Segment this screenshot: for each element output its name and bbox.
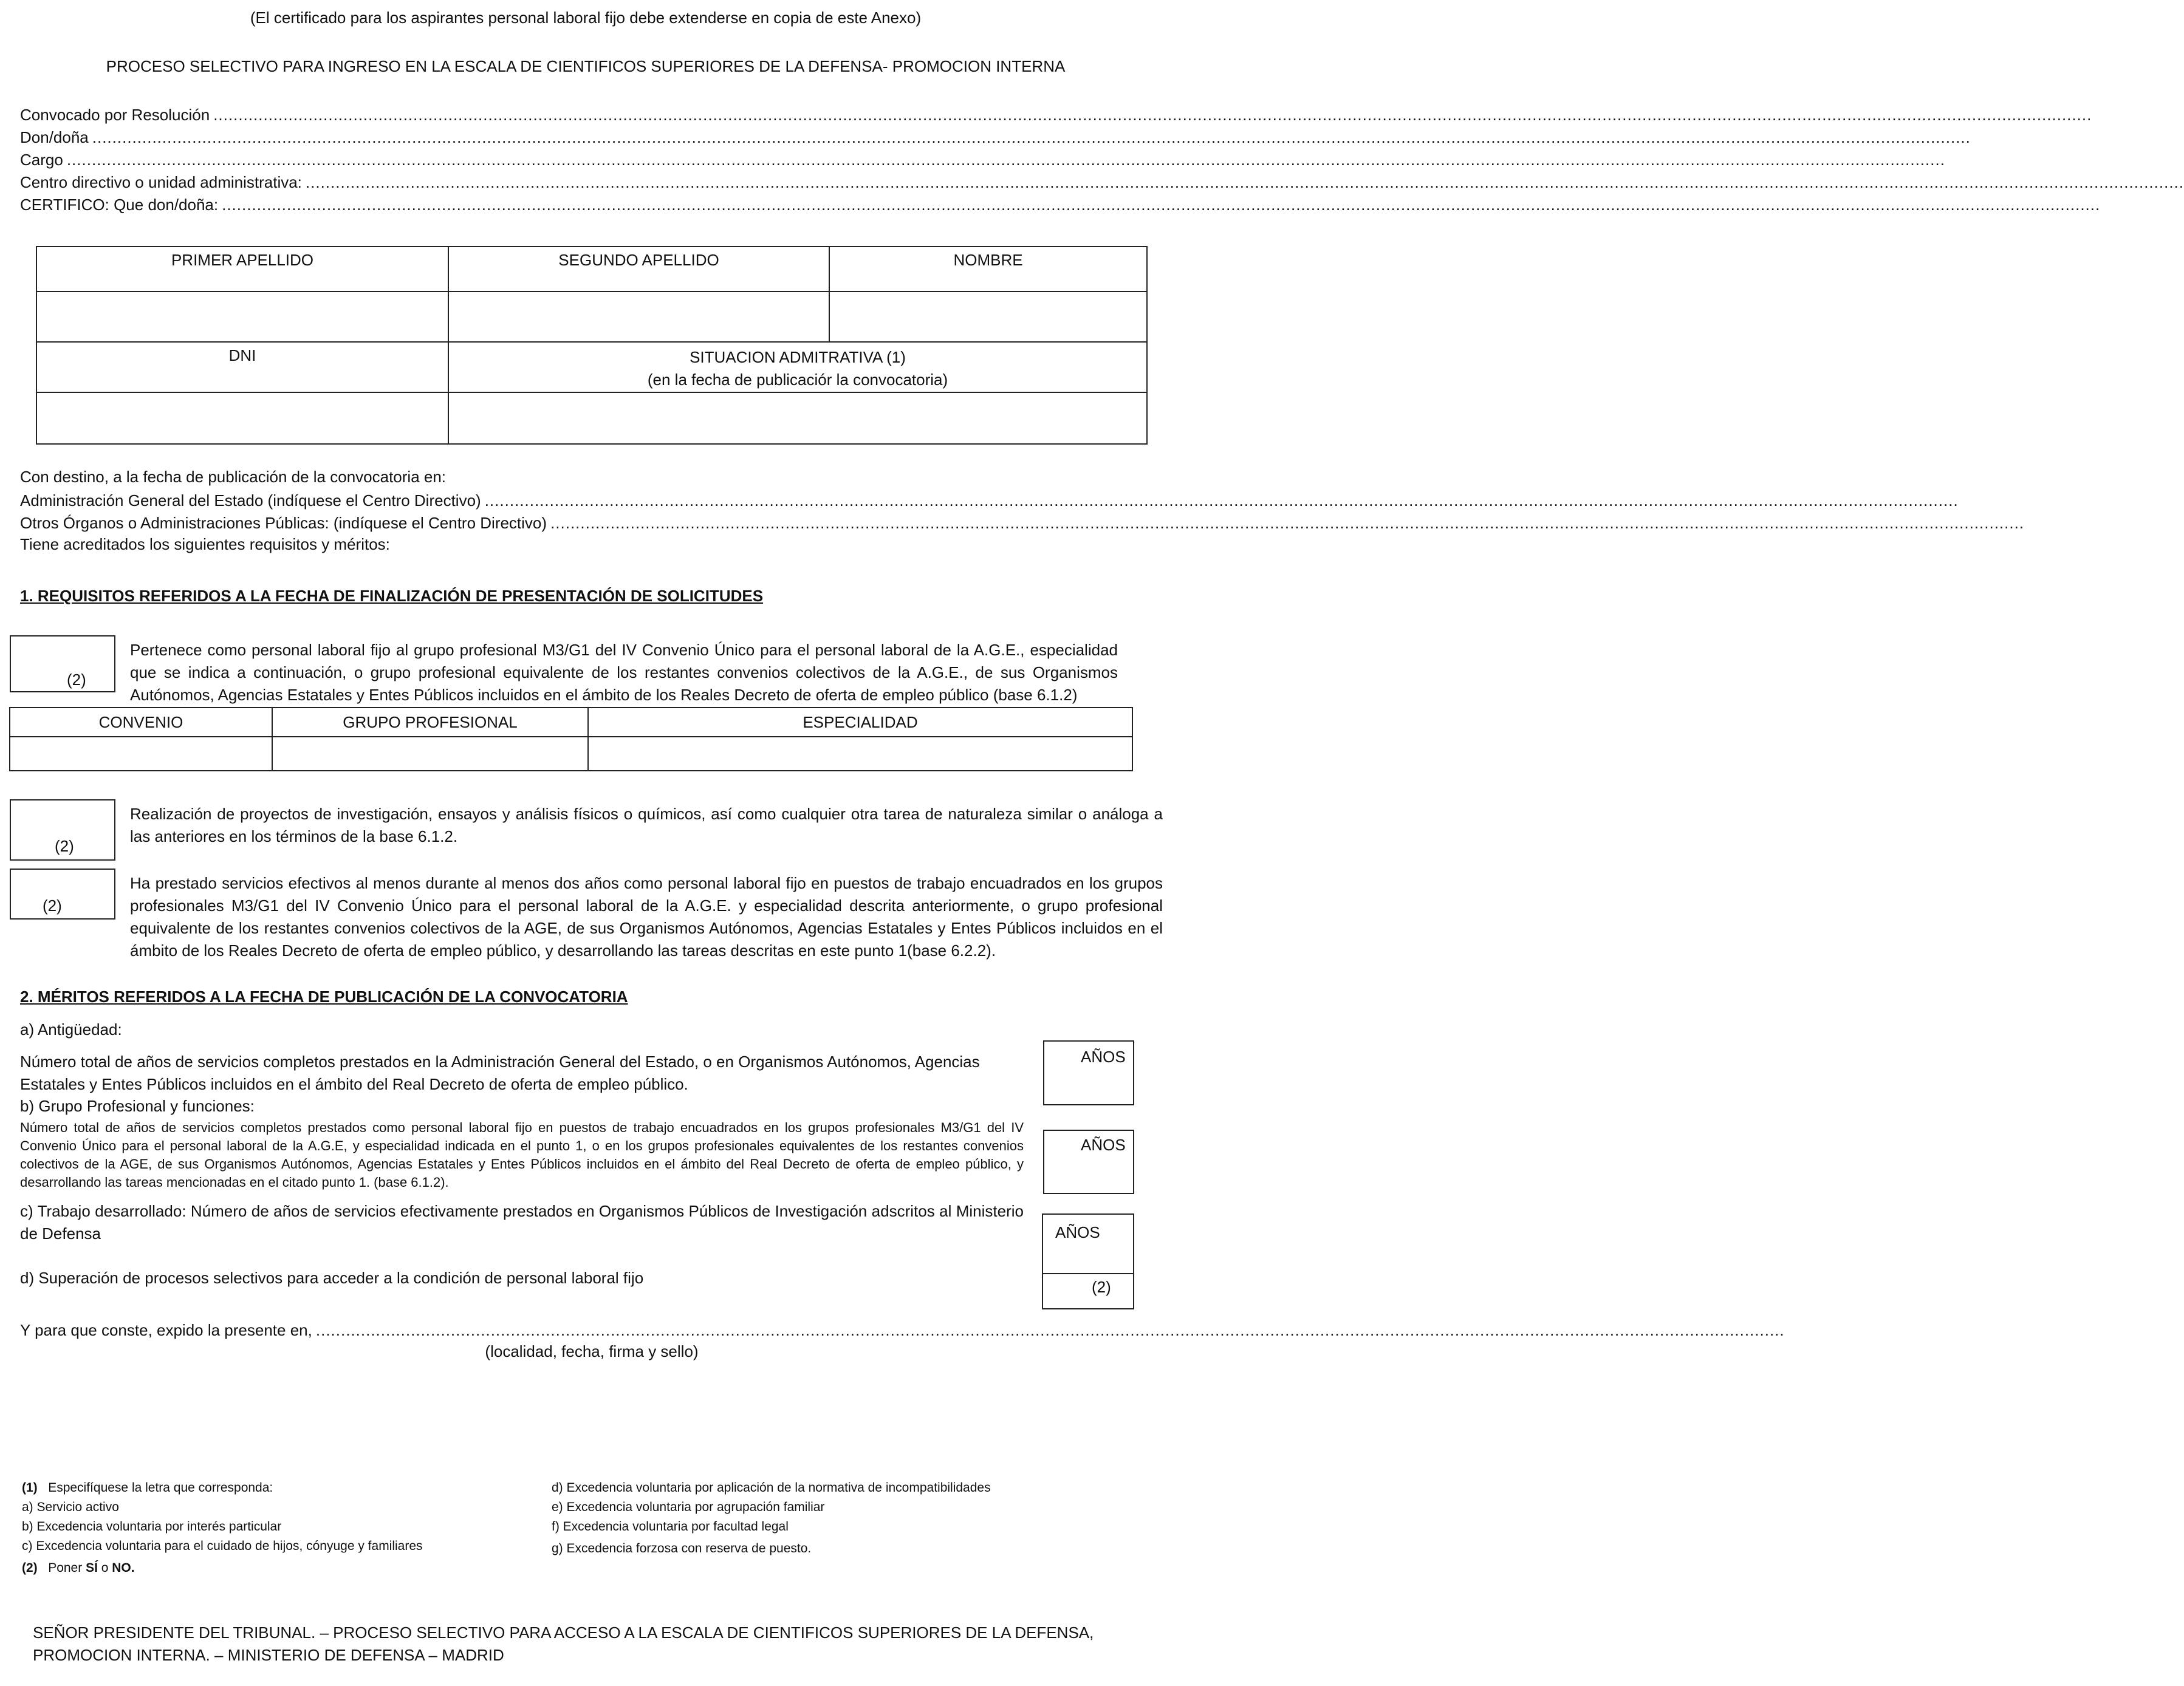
col-grupo: GRUPO PROFESIONAL: [272, 708, 588, 737]
footnote-a: a) Servicio activo: [22, 1500, 119, 1514]
footnote-c: c) Excedencia voluntaria para el cuidado de hijos, cónyuge y familiares: [22, 1539, 423, 1553]
col-situacion: [448, 342, 1147, 392]
item1-mark: (2): [67, 671, 86, 689]
meritos-b-label: b) Grupo Profesional y funciones:: [20, 1097, 255, 1115]
field-cargo[interactable]: Cargo ........................................................................................................................................................................................................................................................................................................................................................................................: [20, 151, 1945, 169]
input-convenio[interactable]: [10, 737, 272, 771]
col-primer-apellido: PRIMER APELLIDO: [36, 247, 448, 292]
footnote-g: g) Excedencia forzosa con reserva de puesto.: [552, 1541, 812, 1555]
field-expido[interactable]: Y para que conste, expido la presente en, ......................................................................................................................................................................................................................................................................................................: [20, 1321, 1785, 1339]
section1-heading: 1. REQUISITOS REFERIDOS A LA FECHA DE FINALIZACIÓN DE PRESENTACIÓN DE SOLICITUDES: [20, 587, 764, 605]
addressee-line1: SEÑOR PRESIDENTE DEL TRIBUNAL. – PROCESO SELECTIVO PARA ACCESO A LA ESCALA DE CIENTIFICOS SUPERIORES DE LA DEFENSA,: [33, 1623, 1094, 1642]
header-note: (El certificado para los aspirantes personal laboral fijo debe extenderse en copia de este Anexo): [250, 9, 922, 27]
col-segundo-apellido: SEGUNDO APELLIDO: [448, 247, 829, 292]
field-destino-age[interactable]: Administración General del Estado (indíquese el Centro Directivo) .......................................................................................................................................................................................................................................................................................................: [20, 491, 1959, 510]
anos-d-box: [1042, 1213, 1134, 1309]
destino-tiene: Tiene acreditados los siguientes requisitos y méritos:: [20, 535, 390, 553]
item3-mark: (2): [43, 896, 62, 915]
page-title: PROCESO SELECTIVO PARA INGRESO EN LA ESCALA DE CIENTIFICOS SUPERIORES DE LA DEFENSA- PROMOCION INTERNA: [106, 57, 1066, 75]
input-especialidad[interactable]: [588, 737, 1132, 771]
input-situacion[interactable]: [448, 392, 1147, 444]
footnote2-text: Poner: [48, 1561, 86, 1575]
footnote-f: f) Excedencia voluntaria por facultad legal: [552, 1520, 789, 1534]
meritos-d-text: d) Superación de procesos selectivos para acceder a la condición de personal laboral fijo: [20, 1269, 644, 1287]
field-centro[interactable]: Centro directivo o unidad administrativa: ........................................................................................................................................................................................................................................................................................................................................................................................: [20, 173, 2184, 191]
anos-box-b[interactable]: [1043, 1130, 1134, 1194]
meritos-b-text: Número total de años de servicios completos prestados como personal laboral fijo en puestos de trabajo encuadrados en los grupos profesionales M3/G1 del IV Convenio Único para el personal laboral de la A.G.E, y especialidad indicada en el punto 1, o en los grupos profesionales equivalentes de los restantes convenios colectivos de la AGE, de sus Organismos Autónomos, Agencias Estatales y Entes Públicos incluidos en el ámbito del Real Decreto de oferta de empleo público, y desarrollando las tareas mencionadas en el citado punto 1. (base 6.1.2).: [20, 1120, 1024, 1190]
footnote-d: d) Excedencia voluntaria por aplicación de la normativa de incompatibilidades: [552, 1481, 991, 1495]
footnote1-text: Especifíquese la letra que corresponda:: [48, 1481, 273, 1495]
input-primer-apellido[interactable]: [36, 292, 448, 342]
anos-label-b: AÑOS: [1081, 1136, 1126, 1154]
destino-intro: Con destino, a la fecha de publicación de la convocatoria en:: [20, 468, 447, 486]
addressee-line2: PROMOCION INTERNA. – MINISTERIO DE DEFENSA – MADRID: [33, 1646, 504, 1664]
footnote2-number: (2): [22, 1561, 38, 1575]
footnotes-right: [552, 1478, 1159, 1558]
meritos-c-text: c) Trabajo desarrollado: Número de años de servicios efectivamente prestados en Organismos Públicos de Investigación adscritos al Ministerio de Defensa: [20, 1202, 1024, 1243]
situacion-line1: SITUACION ADMITRATIVA (1): [690, 348, 906, 366]
addressee: [33, 1622, 1094, 1667]
anos-label-a: AÑOS: [1081, 1048, 1126, 1066]
item3-text: Ha prestado servicios efectivos al menos durante al menos dos años como personal laboral fijo en puestos de trabajo encuadrados en los grupos profesionales M3/G1 del IV Convenio Único para el personal laboral de la A.G.E. y especialidad descrita anteriormente, o grupo profesional equivalente de los restantes convenios colectivos de la AGE, de sus Organismos Autónomos, Agencias Estatales y Entes Públicos incluidos en el ámbito de los Reales Decreto de oferta de empleo público, y desarrollando las tareas descritas en este punto 1(base 6.2.2).: [130, 874, 1163, 960]
firma-label: (localidad, fecha, firma y sello): [485, 1342, 699, 1360]
col-especialidad: ESPECIALIDAD: [588, 708, 1132, 737]
footnote2-si: SÍ: [86, 1561, 98, 1575]
field-certifico[interactable]: CERTIFICO: Que don/doña: ........................................................................................................................................................................................................................................................................................................................................................................................: [20, 196, 2101, 214]
footnote2-o: o: [97, 1561, 112, 1575]
col-convenio: CONVENIO: [10, 708, 272, 737]
anos-label-c: AÑOS: [1055, 1223, 1100, 1241]
input-nombre[interactable]: [829, 292, 1147, 342]
item1-text: Pertenece como personal laboral fijo al grupo profesional M3/G1 del IV Convenio Único para el personal laboral de la A.G.E., especialidad que se indica a continuación, o grupo profesional equivalente de los restantes convenios colectivos de la A.G.E., de sus Organismos Autónomos, Agencias Estatales y Entes Públicos incluidos en el ámbito de los Reales Decreto de oferta de empleo público (base 6.1.2): [130, 641, 1118, 704]
meritos-a-label: a) Antigüedad:: [20, 1020, 122, 1039]
field-convocado[interactable]: Convocado por Resolución ........................................................................................................................................................................................................................................................................................................................................................................................: [20, 106, 2092, 124]
footnote-e: e) Excedencia voluntaria por agrupación familiar: [552, 1500, 825, 1514]
anos-box-a[interactable]: [1043, 1040, 1134, 1105]
input-grupo[interactable]: [272, 737, 588, 771]
field-don[interactable]: Don/doña ........................................................................................................................................................................................................................................................................................................................................................................................: [20, 128, 1971, 146]
checkbox-item2[interactable]: [10, 799, 115, 861]
meritos-a-text: Número total de años de servicios completos prestados en la Administración General del Estado, o en Organismos Autónomos, Agencias Estatales y Entes Públicos incluidos en el ámbito del Real Decreto de oferta de empleo público.: [20, 1053, 980, 1093]
anos-d-divider: [1043, 1273, 1133, 1274]
field-destino-otros[interactable]: Otros Órganos o Administraciones Públicas: (indíquese el Centro Directivo) .......................................................................................................................................................................................................................................................................................................: [20, 514, 2025, 532]
convenio-table: [9, 707, 1133, 771]
situacion-line2: (en la fecha de publicaciór la convocatoria): [647, 370, 948, 389]
item2-text: Realización de proyectos de investigación, ensayos y análisis físicos o químicos, así como cualquier otra tarea de naturaleza similar o análoga a las anteriores en los términos de la base 6.1.2.: [130, 805, 1163, 845]
footnote-b: b) Excedencia voluntaria por interés particular: [22, 1520, 282, 1534]
section2-heading: 2. MÉRITOS REFERIDOS A LA FECHA DE PUBLICACIÓN DE LA CONVOCATORIA: [20, 988, 628, 1006]
input-segundo-apellido[interactable]: [448, 292, 829, 342]
footnotes-left: [22, 1478, 544, 1578]
checkbox-item1[interactable]: [10, 635, 115, 692]
meritos-d-mark: (2): [1092, 1278, 1111, 1296]
item2-mark: (2): [55, 837, 74, 855]
person-table: [36, 246, 1148, 445]
footnote1-number: (1): [22, 1481, 38, 1495]
col-dni: DNI: [36, 342, 448, 392]
footnote2-no: NO.: [112, 1561, 135, 1575]
input-dni[interactable]: [36, 392, 448, 444]
checkbox-item3[interactable]: [10, 869, 115, 920]
col-nombre: NOMBRE: [829, 247, 1147, 292]
